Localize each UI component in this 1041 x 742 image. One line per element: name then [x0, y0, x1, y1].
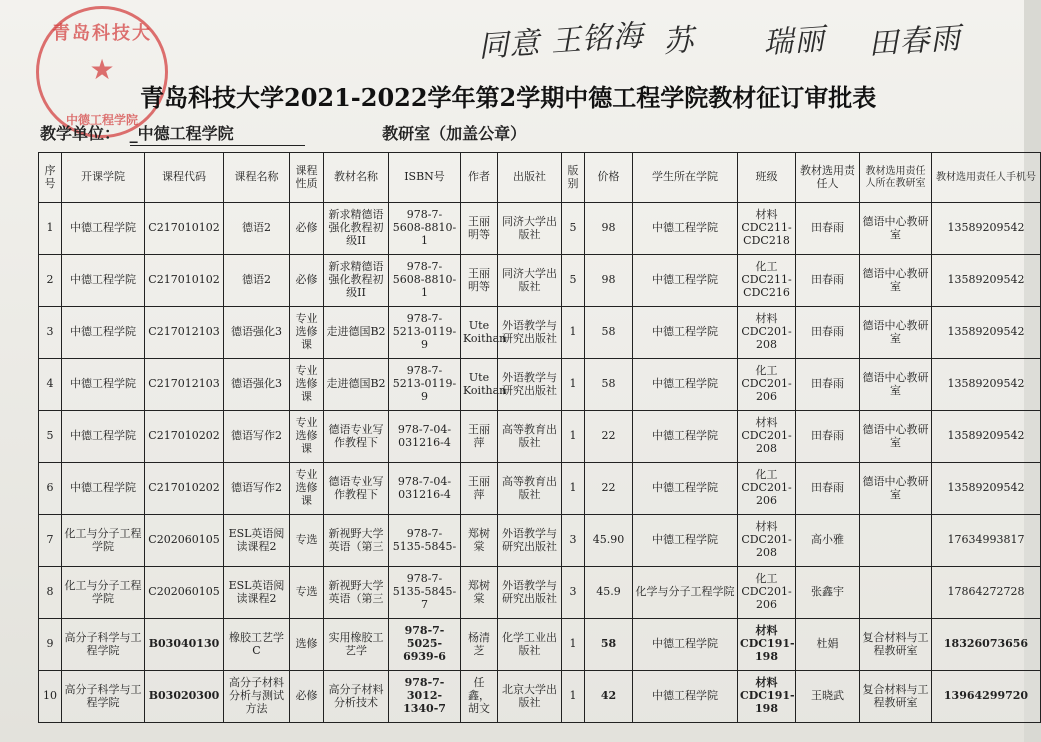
cell-responsible: 杜娟	[796, 619, 860, 671]
cell-school: 高分子科学与工程学院	[62, 671, 145, 723]
cell-price: 58	[585, 359, 633, 411]
document-title: 青岛科技大学2021-2022学年第2学期中德工程学院教材征订审批表	[140, 83, 877, 112]
cell-student-school: 中德工程学院	[633, 255, 738, 307]
header-responsible: 教材选用责任人	[796, 153, 860, 203]
cell-course: 德语2	[224, 203, 290, 255]
cell-class: 材料CDC191-198	[738, 671, 796, 723]
cell-student-school: 中德工程学院	[633, 411, 738, 463]
cell-isbn: 978-7-5608-8810-1	[389, 255, 461, 307]
signature-1: 同意 王铭海	[477, 18, 645, 65]
cell-seq: 5	[39, 411, 62, 463]
cell-department: 德语中心教研室	[860, 307, 932, 359]
header-course-name: 课程名称	[224, 153, 290, 203]
cell-student-school: 中德工程学院	[633, 619, 738, 671]
cell-author: 王丽萍	[461, 463, 498, 515]
cell-price: 45.9	[585, 567, 633, 619]
cell-seq: 2	[39, 255, 62, 307]
cell-nature: 专业选修课	[290, 411, 324, 463]
cell-edition: 1	[562, 619, 585, 671]
cell-author: 王丽明等	[461, 255, 498, 307]
cell-author: 王丽萍	[461, 411, 498, 463]
table-row	[39, 619, 1041, 671]
cell-phone: 18326073656	[932, 619, 1041, 671]
table-row	[39, 359, 1041, 411]
cell-author: 杨清芝	[461, 619, 498, 671]
cell-code: C217012103	[145, 307, 224, 359]
cell-isbn: 978-7-04-031216-4	[389, 463, 461, 515]
cell-book: 新求精德语强化教程初级II	[324, 203, 389, 255]
cell-phone: 13589209542	[932, 359, 1041, 411]
cell-isbn: 978-7-5213-0119-9	[389, 359, 461, 411]
cell-book: 新视野大学英语（第三	[324, 567, 389, 619]
cell-phone: 13589209542	[932, 203, 1041, 255]
cell-phone: 13589209542	[932, 255, 1041, 307]
cell-course: 德语2	[224, 255, 290, 307]
cell-price: 58	[585, 307, 633, 359]
cell-seq: 3	[39, 307, 62, 359]
cell-nature: 必修	[290, 203, 324, 255]
cell-isbn: 978-7-04-031216-4	[389, 411, 461, 463]
cell-department: 德语中心教研室	[860, 255, 932, 307]
cell-phone: 13964299720	[932, 671, 1041, 723]
cell-book: 走进德国B2	[324, 359, 389, 411]
cell-school: 中德工程学院	[62, 463, 145, 515]
cell-seq: 1	[39, 203, 62, 255]
cell-school: 中德工程学院	[62, 203, 145, 255]
cell-responsible: 田春雨	[796, 463, 860, 515]
cell-school: 中德工程学院	[62, 359, 145, 411]
cell-responsible: 田春雨	[796, 255, 860, 307]
cell-department: 德语中心教研室	[860, 463, 932, 515]
cell-phone: 13589209542	[932, 307, 1041, 359]
cell-course: 德语写作2	[224, 411, 290, 463]
header-isbn: ISBN号	[389, 153, 461, 203]
cell-nature: 专选	[290, 515, 324, 567]
official-seal	[36, 6, 168, 138]
cell-class: 材料CDC191-198	[738, 619, 796, 671]
cell-department	[860, 515, 932, 567]
cell-department: 德语中心教研室	[860, 203, 932, 255]
cell-student-school: 中德工程学院	[633, 515, 738, 567]
cell-nature: 必修	[290, 255, 324, 307]
cell-publisher: 同济大学出版社	[498, 255, 562, 307]
cell-school: 中德工程学院	[62, 307, 145, 359]
signature-2: 苏	[662, 22, 696, 61]
table-header-row	[39, 153, 1041, 203]
cell-edition: 3	[562, 515, 585, 567]
cell-edition: 1	[562, 411, 585, 463]
table-header	[39, 153, 1041, 203]
cell-seq: 4	[39, 359, 62, 411]
cell-publisher: 化学工业出版社	[498, 619, 562, 671]
cell-school: 中德工程学院	[62, 255, 145, 307]
cell-seq: 8	[39, 567, 62, 619]
cell-publisher: 北京大学出版社	[498, 671, 562, 723]
cell-department: 复合材料与工程教研室	[860, 619, 932, 671]
cell-price: 45.90	[585, 515, 633, 567]
cell-class: 化工CDC211-CDC216	[738, 255, 796, 307]
cell-author: 王丽明等	[461, 203, 498, 255]
cell-price: 58	[585, 619, 633, 671]
cell-book: 德语专业写作教程下	[324, 411, 389, 463]
teaching-unit-value: _中德工程学院	[130, 121, 305, 146]
cell-responsible: 田春雨	[796, 203, 860, 255]
cell-responsible: 田春雨	[796, 411, 860, 463]
cell-student-school: 中德工程学院	[633, 307, 738, 359]
cell-book: 走进德国B2	[324, 307, 389, 359]
cell-book: 新视野大学英语（第三	[324, 515, 389, 567]
cell-responsible: 田春雨	[796, 307, 860, 359]
cell-class: 材料CDC201-208	[738, 307, 796, 359]
header-author: 作者	[461, 153, 498, 203]
header-edition: 版别	[562, 153, 585, 203]
cell-student-school: 中德工程学院	[633, 671, 738, 723]
table-row	[39, 203, 1041, 255]
cell-school: 中德工程学院	[62, 411, 145, 463]
signature-3: 瑞丽	[762, 21, 827, 62]
cell-nature: 必修	[290, 671, 324, 723]
cell-code: B03020300	[145, 671, 224, 723]
header-seq: 序号	[39, 153, 62, 203]
cell-isbn: 978-7-5135-5845-7	[389, 567, 461, 619]
cell-student-school: 中德工程学院	[633, 359, 738, 411]
cell-department: 德语中心教研室	[860, 359, 932, 411]
cell-course: 德语写作2	[224, 463, 290, 515]
cell-phone: 17864272728	[932, 567, 1041, 619]
cell-course: ESL英语阅读课程2	[224, 515, 290, 567]
cell-book: 新求精德语强化教程初级II	[324, 255, 389, 307]
cell-student-school: 中德工程学院	[633, 463, 738, 515]
cell-responsible: 田春雨	[796, 359, 860, 411]
cell-school: 化工与分子工程学院	[62, 515, 145, 567]
seal-top-text: 青岛科技大	[52, 23, 152, 44]
cell-isbn: 978-7-5213-0119-9	[389, 307, 461, 359]
cell-course: 高分子材料分析与测试方法	[224, 671, 290, 723]
cell-isbn: 978-7-3012-1340-7	[389, 671, 461, 723]
header-department: 教材选用责任人所在教研室	[860, 153, 932, 203]
cell-class: 化工CDC201-206	[738, 359, 796, 411]
cell-author: 郑树棠	[461, 567, 498, 619]
header-price: 价格	[585, 153, 633, 203]
cell-code: C217010102	[145, 203, 224, 255]
cell-department: 德语中心教研室	[860, 411, 932, 463]
cell-course: 橡胶工艺学C	[224, 619, 290, 671]
cell-code: C202060105	[145, 515, 224, 567]
cell-course: ESL英语阅读课程2	[224, 567, 290, 619]
table-row	[39, 463, 1041, 515]
cell-responsible: 张鑫宇	[796, 567, 860, 619]
teaching-unit-line	[40, 121, 740, 146]
cell-school: 高分子科学与工程学院	[62, 619, 145, 671]
header-school: 开课学院	[62, 153, 145, 203]
table-row	[39, 515, 1041, 567]
cell-publisher: 外语教学与研究出版社	[498, 359, 562, 411]
cell-nature: 选修	[290, 619, 324, 671]
table-row	[39, 671, 1041, 723]
cell-author: Ute Koithan	[461, 307, 498, 359]
cell-phone: 13589209542	[932, 411, 1041, 463]
cell-seq: 9	[39, 619, 62, 671]
header-course-code: 课程代码	[145, 153, 224, 203]
cell-department	[860, 567, 932, 619]
cell-code: C217010102	[145, 255, 224, 307]
cell-nature: 专业选修课	[290, 359, 324, 411]
seal-star-icon: ★	[89, 53, 115, 86]
textbook-approval-table	[38, 152, 1041, 723]
table-body	[39, 203, 1041, 723]
cell-class: 材料CDC211-CDC218	[738, 203, 796, 255]
teaching-room-label: 教研室（加盖公章）	[382, 124, 527, 143]
cell-book: 德语专业写作教程下	[324, 463, 389, 515]
cell-code: B03040130	[145, 619, 224, 671]
cell-publisher: 高等教育出版社	[498, 463, 562, 515]
cell-phone: 13589209542	[932, 463, 1041, 515]
cell-seq: 7	[39, 515, 62, 567]
cell-author: 任鑫，胡文	[461, 671, 498, 723]
cell-book: 高分子材料分析技术	[324, 671, 389, 723]
cell-class: 材料CDC201-208	[738, 515, 796, 567]
cell-price: 98	[585, 255, 633, 307]
cell-publisher: 外语教学与研究出版社	[498, 307, 562, 359]
cell-class: 化工CDC201-206	[738, 567, 796, 619]
cell-book: 实用橡胶工艺学	[324, 619, 389, 671]
table-row	[39, 307, 1041, 359]
cell-price: 42	[585, 671, 633, 723]
cell-price: 22	[585, 411, 633, 463]
cell-edition: 1	[562, 463, 585, 515]
cell-edition: 1	[562, 359, 585, 411]
cell-code: C217010202	[145, 411, 224, 463]
cell-class: 化工CDC201-206	[738, 463, 796, 515]
cell-nature: 专业选修课	[290, 307, 324, 359]
cell-edition: 1	[562, 671, 585, 723]
table-row	[39, 567, 1041, 619]
cell-department: 复合材料与工程教研室	[860, 671, 932, 723]
cell-isbn: 978-7-5608-8810-1	[389, 203, 461, 255]
cell-price: 98	[585, 203, 633, 255]
header-phone: 教材选用责任人手机号	[932, 153, 1041, 203]
cell-responsible: 高小雅	[796, 515, 860, 567]
cell-publisher: 外语教学与研究出版社	[498, 515, 562, 567]
cell-course: 德语强化3	[224, 359, 290, 411]
cell-class: 材料CDC201-208	[738, 411, 796, 463]
header-book-name: 教材名称	[324, 153, 389, 203]
header-publisher: 出版社	[498, 153, 562, 203]
cell-school: 化工与分子工程学院	[62, 567, 145, 619]
cell-seq: 10	[39, 671, 62, 723]
cell-nature: 专选	[290, 567, 324, 619]
cell-nature: 专业选修课	[290, 463, 324, 515]
cell-author: Ute Koithan	[461, 359, 498, 411]
seal-bottom-text: 中德工程学院	[65, 113, 138, 127]
cell-course: 德语强化3	[224, 307, 290, 359]
cell-code: C217010202	[145, 463, 224, 515]
cell-isbn: 978-7-5025-6939-6	[389, 619, 461, 671]
cell-publisher: 同济大学出版社	[498, 203, 562, 255]
header-course-nature: 课程性质	[290, 153, 324, 203]
cell-edition: 5	[562, 255, 585, 307]
cell-student-school: 中德工程学院	[633, 203, 738, 255]
cell-student-school: 化学与分子工程学院	[633, 567, 738, 619]
cell-seq: 6	[39, 463, 62, 515]
cell-phone: 17634993817	[932, 515, 1041, 567]
table-row	[39, 411, 1041, 463]
teaching-unit-label: 教学单位：	[40, 124, 121, 143]
cell-price: 22	[585, 463, 633, 515]
approval-signatures	[478, 6, 998, 76]
cell-author: 郑树棠	[461, 515, 498, 567]
cell-code: C202060105	[145, 567, 224, 619]
cell-edition: 1	[562, 307, 585, 359]
cell-publisher: 高等教育出版社	[498, 411, 562, 463]
cell-responsible: 王晓武	[796, 671, 860, 723]
signature-4: 田春雨	[867, 20, 963, 63]
cell-edition: 5	[562, 203, 585, 255]
cell-isbn: 978-7-5135-5845-	[389, 515, 461, 567]
header-student-school: 学生所在学院	[633, 153, 738, 203]
cell-publisher: 外语教学与研究出版社	[498, 567, 562, 619]
cell-edition: 3	[562, 567, 585, 619]
header-class: 班级	[738, 153, 796, 203]
cell-code: C217012103	[145, 359, 224, 411]
table-row	[39, 255, 1041, 307]
